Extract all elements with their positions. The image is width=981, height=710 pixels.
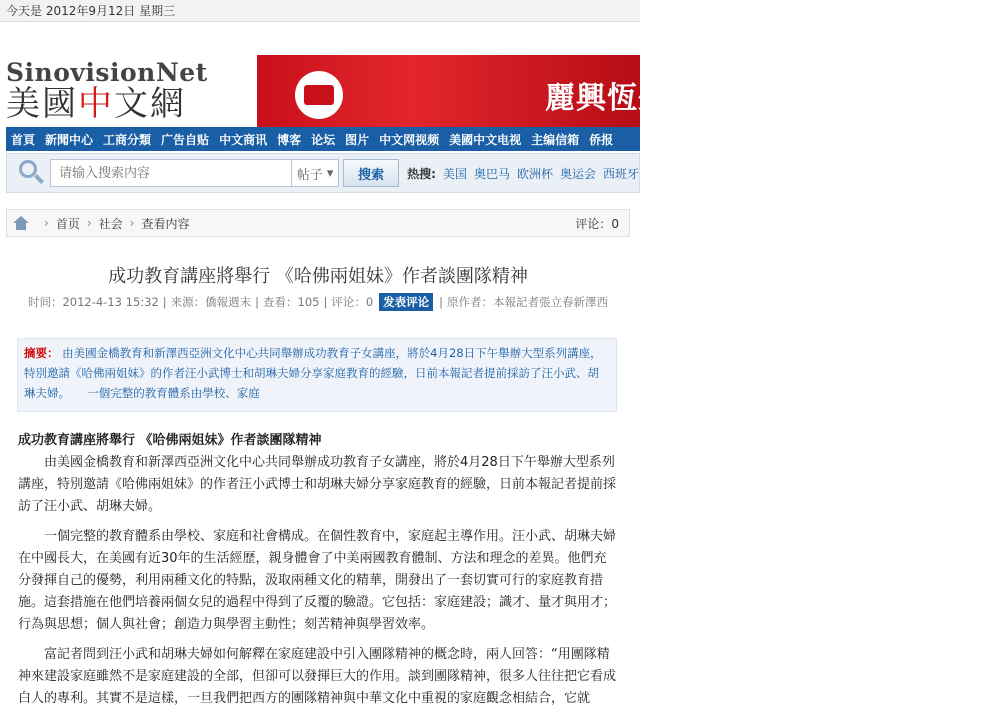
banner-logo-icon — [295, 71, 343, 119]
nav-item[interactable]: 博客 — [277, 132, 302, 147]
nav-item[interactable]: 首頁 — [11, 132, 36, 147]
home-icon[interactable] — [13, 216, 29, 230]
nav-item[interactable]: 广告自贴 — [161, 132, 210, 147]
ad-banner[interactable]: 麗興恆生集團 優 — [257, 55, 640, 141]
article-body — [18, 430, 618, 710]
comment-count: 评论：0 — [575, 216, 619, 231]
article-title: 成功教育講座將舉行 《哈佛兩姐妹》作者談團隊精神 — [108, 266, 528, 287]
banner-text: 麗興恆生集團 — [545, 81, 731, 116]
source: 来源：僑報週末 — [170, 295, 252, 309]
chevron-down-icon: ▾ — [326, 165, 334, 181]
nav-item[interactable]: 美國中文电视 — [449, 132, 522, 147]
nav-item[interactable]: 中文商讯 — [219, 132, 268, 147]
site-logo[interactable] — [6, 60, 246, 122]
hot-link[interactable]: 奥巴马 — [473, 166, 510, 181]
search-icon — [17, 158, 46, 188]
logo-english: SinovisionNet — [6, 58, 208, 87]
nav-item[interactable]: 图片 — [345, 132, 370, 147]
post-comment-button[interactable]: 发表评论 — [379, 293, 433, 311]
nav-item[interactable]: 论坛 — [311, 132, 336, 147]
nav-item[interactable]: 新聞中心 — [45, 132, 94, 147]
paragraph: 一個完整的教育體系由學校、家庭和社會構成。在個性教育中，家庭起主導作用。汪小武、胡琳夫婦在中國長大，在美國有近30年的生活經歷，親身體會了中美兩國教育體制、方法和理念的差異。他們充分發揮自己的優勢，利用兩種文化的特點，汲取兩種文化的精華，開發出了一套切實可行的家庭教育措施。這套措施在他們培養兩個女兒的過程中得到了反覆的驗證。它包括：家庭建設；識才、量才與用才；行為與思想；個人與社會；創造力與學習主動性；刻苦精神與學習效率。 — [18, 529, 617, 632]
header — [0, 22, 793, 124]
summary-box — [17, 338, 617, 412]
search-type-select[interactable]: 帖子 ▾ — [292, 159, 339, 187]
publish-time: 时间：2012-4-13 15:32 — [27, 295, 159, 309]
summary-text: 由美國金橋教育和新澤西亞洲文化中心共同舉辦成功教育子女講座，將於4月28日下午舉辦大型系列講座，特別邀請《哈佛兩姐妹》的作者汪小武博士和胡琳夫婦分享家庭教育的經驗，日前本報記者提前採訪了汪小武、胡琳夫婦。 一個完整的教育體系由學校、家庭 — [24, 346, 602, 400]
breadcrumb-section[interactable]: 社会 — [98, 216, 123, 231]
search-bar — [6, 153, 640, 193]
article-heading: 成功教育講座將舉行 《哈佛兩姐妹》作者談團隊精神 — [18, 433, 322, 448]
meta-comment-count: 评论：0 — [331, 295, 374, 309]
search-button[interactable]: 搜索 — [343, 159, 399, 187]
logo-chinese: 美國中文網 — [6, 84, 186, 124]
date-bar — [0, 0, 640, 22]
view-count: 查看：105 — [263, 295, 320, 309]
hot-link[interactable]: 奥运会 — [559, 166, 596, 181]
hot-label: 热搜: — [407, 166, 436, 181]
hot-link[interactable]: 美国 — [442, 166, 467, 181]
nav-item[interactable]: 工商分類 — [103, 132, 152, 147]
main-nav — [6, 127, 640, 151]
article-meta: 时间：2012-4-13 15:32 | 来源：僑報週末 | 查看：105 | 评论：0 发表评论 | 原作者：本報記者張立春新澤西 — [27, 295, 609, 309]
nav-item[interactable]: 侨报 — [589, 132, 614, 147]
breadcrumb: › 首页 › 社会 › 查看内容 评论：0 — [6, 209, 630, 237]
summary-label: 摘要： — [24, 346, 59, 360]
hot-searches — [407, 165, 639, 182]
paragraph: 由美國金橋教育和新澤西亞洲文化中心共同舉辦成功教育子女講座，將於4月28日下午舉辦大型系列講座，特別邀請《哈佛兩姐妹》的作者汪小武博士和胡琳夫婦分享家庭教育的經驗，日前本報記者提前採訪了汪小武、胡琳夫婦。 — [18, 455, 617, 514]
breadcrumb-home[interactable]: 首页 — [55, 216, 80, 231]
hot-link[interactable]: 西班牙 — [602, 166, 639, 181]
author: 原作者：本報記者張立春新澤西 — [447, 295, 609, 309]
current-date: 今天是 2012年9月12日 星期三 — [6, 4, 176, 18]
hot-link[interactable]: 欧洲杯 — [516, 166, 553, 181]
nav-item[interactable]: 中文网视频 — [379, 132, 440, 147]
paragraph: 富記者問到汪小武和胡琳夫婦如何解釋在家庭建設中引入團隊精神的概念時，兩人回答：“用團隊精神來建設家庭雖然不是家庭建設的全部，但卻可以發揮巨大的作用。談到團隊精神，很多人往往把它看成白人的專利。其實不是這樣，一旦我們把西方的團隊精神與中華文化中重視的家庭觀念相結合，它就 — [18, 647, 617, 706]
breadcrumb-current: 查看内容 — [141, 216, 190, 231]
nav-item[interactable]: 主编信箱 — [531, 132, 580, 147]
search-input[interactable] — [50, 159, 292, 187]
